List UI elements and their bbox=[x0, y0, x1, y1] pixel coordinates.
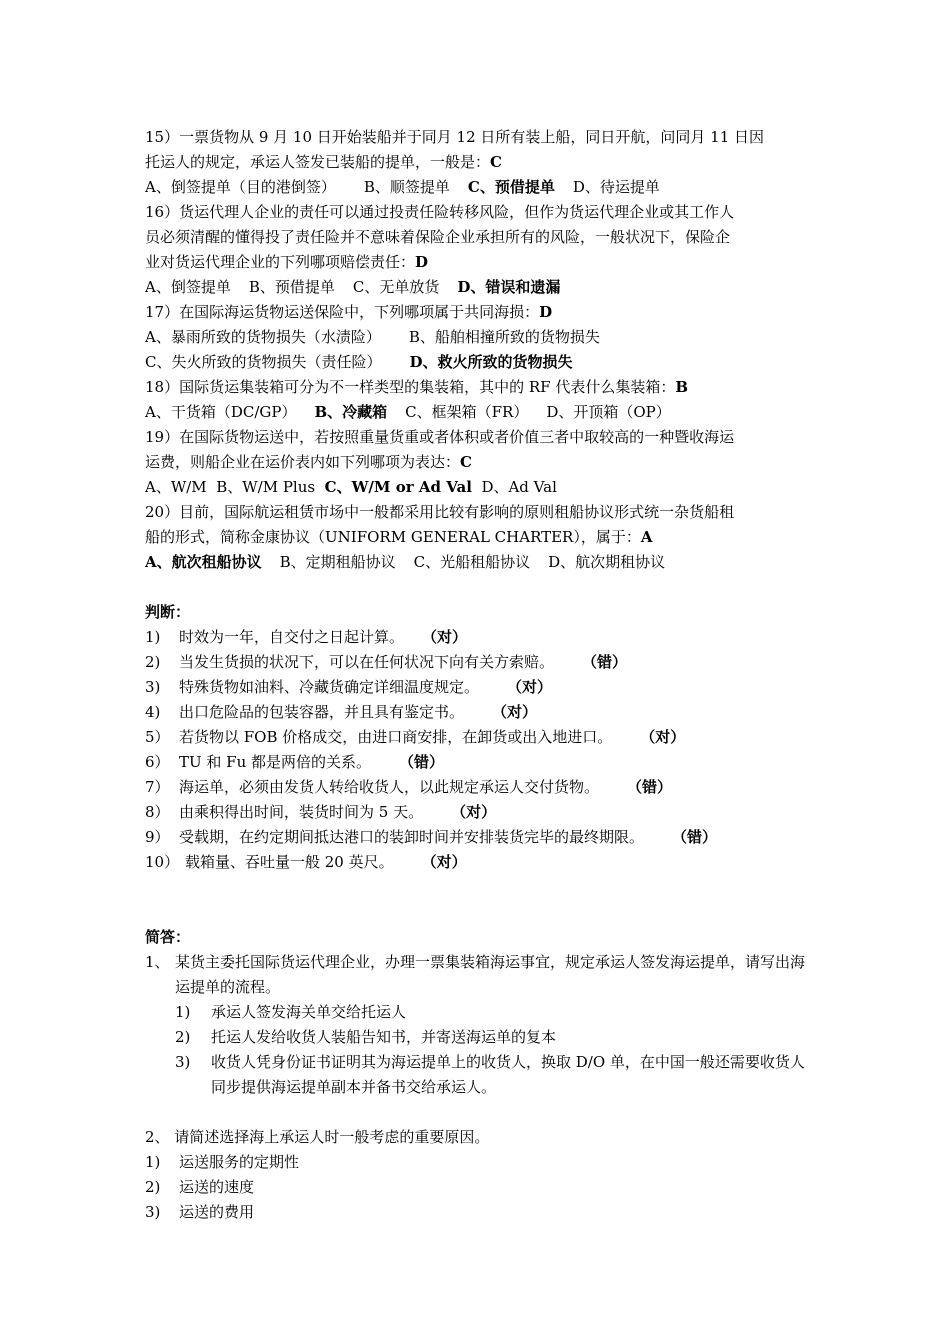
q15-option-c: C、预借提单 bbox=[467, 178, 555, 196]
judge-item-mark: （对） bbox=[492, 703, 538, 721]
q18-stem-text: 18）国际货运集装箱可分为不一样类型的集装箱，其中的 RF 代表什么集装箱： bbox=[145, 378, 676, 396]
judge-item-number: 6） bbox=[145, 753, 170, 771]
q19-stem-line2 bbox=[145, 450, 815, 475]
q19-option-b: B、W/M Plus bbox=[216, 478, 316, 496]
q18-option-a: A、干货箱（DC/GP） bbox=[145, 403, 297, 421]
judge-item-mark: （错） bbox=[627, 778, 673, 796]
step-number: 3) bbox=[175, 1053, 191, 1071]
q19-stem-text: 运费，则船企业在运价表内如下列哪项为表达： bbox=[145, 453, 461, 471]
judge-item-number: 7） bbox=[145, 778, 170, 796]
judge-item-mark: （对） bbox=[451, 803, 497, 821]
judge-item-mark: （错） bbox=[582, 653, 628, 671]
judge-item-number: 1) bbox=[145, 628, 161, 646]
item-number: 2) bbox=[145, 1178, 161, 1196]
q19-option-a: A、W/M bbox=[145, 478, 207, 496]
q20-option-a: A、航次租船协议 bbox=[145, 553, 262, 571]
short-q2-item bbox=[145, 1175, 815, 1200]
item-text: 运送的费用 bbox=[179, 1203, 255, 1221]
judge-item-text: 时效为一年，自交付之日起计算。 bbox=[179, 628, 405, 646]
q18-option-d: D、开顶箱（OP） bbox=[546, 403, 671, 421]
short-q1-step bbox=[145, 1025, 815, 1050]
step-text: 承运人签发海关单交给托运人 bbox=[211, 1003, 407, 1021]
q15-stem-line1: 15）一票货物从 9 月 10 日开始装船并于同月 12 日所有装上船，同日开航，问同月 11 日因 bbox=[145, 128, 765, 146]
judge-item-text: 当发生货损的状况下，可以在任何状况下向有关方索赔。 bbox=[179, 653, 555, 671]
q16-stem-line1: 16）货运代理人企业的责任可以通过投责任险转移风险，但作为货运代理企业或其工作人 bbox=[145, 203, 735, 221]
judge-item-text: 特殊货物如油料、冷藏货确定详细温度规定。 bbox=[179, 678, 480, 696]
short-q2-text: 2、 请简述选择海上承运人时一般考虑的重要原因。 bbox=[145, 1128, 490, 1146]
judge-item-text: 载箱量、吞吐量一般 20 英尺。 bbox=[185, 853, 394, 871]
q20-stem-text: 船的形式，简称金康协议（UNIFORM GENERAL CHARTER），属于： bbox=[145, 528, 641, 546]
judge-item-number: 9） bbox=[145, 828, 170, 846]
short-heading: 简答： bbox=[145, 928, 191, 946]
q15-answer: C bbox=[490, 153, 502, 171]
judge-item bbox=[145, 775, 815, 800]
q20-answer: A bbox=[640, 528, 653, 546]
q16-option-a: A、倒签提单 bbox=[145, 278, 231, 296]
q17-option-c: C、失火所致的货物损失（责任险） bbox=[145, 353, 382, 371]
q17-option-a: A、暴雨所致的货物损失（水渍险） bbox=[145, 328, 381, 346]
q20-stem-line1: 20）目前，国际航运租赁市场中一般都采用比较有影响的原则租船协议形式统一杂货船租 bbox=[145, 503, 735, 521]
q17-option-d: D、救火所致的货物损失 bbox=[409, 353, 573, 371]
q20-options bbox=[145, 550, 815, 575]
judge-item-text: TU 和 Fu 都是两倍的关系。 bbox=[179, 753, 372, 771]
q16-option-b: B、预借提单 bbox=[248, 278, 335, 296]
judge-item-text: 出口危险品的包装容器，并且具有鉴定书。 bbox=[179, 703, 465, 721]
judge-item-mark: （对） bbox=[640, 728, 686, 746]
short-q2-item bbox=[145, 1200, 815, 1225]
judge-item bbox=[145, 850, 815, 875]
q16-stem-line2: 员必须清醒的懂得投了责任险并不意味着保险企业承担所有的风险，一般状况下，保险企 bbox=[145, 228, 731, 246]
item-text: 运送服务的定期性 bbox=[179, 1153, 300, 1171]
q18-option-c: C、框架箱（FR） bbox=[405, 403, 529, 421]
judge-item-mark: （错） bbox=[399, 753, 445, 771]
judge-item bbox=[145, 825, 815, 850]
q15-stem-text: 托运人的规定，承运人签发已装船的提单，一般是： bbox=[145, 153, 491, 171]
short-q1-step bbox=[145, 1000, 815, 1025]
judge-item-mark: （对） bbox=[507, 678, 553, 696]
q19-option-c: C、W/M or Ad Val bbox=[324, 478, 472, 496]
q15-option-b: B、顺签提单 bbox=[363, 178, 450, 196]
q18-stem-line1 bbox=[145, 375, 815, 400]
q20-stem-line2 bbox=[145, 525, 815, 550]
judge-item-text: 由乘积得出时间，装货时间为 5 天。 bbox=[179, 803, 424, 821]
judge-item-number: 4) bbox=[145, 703, 161, 721]
q16-stem-line3 bbox=[145, 250, 815, 275]
step-text: 托运人发给收货人装船告知书，并寄送海运单的复本 bbox=[211, 1028, 557, 1046]
q15-option-a: A、倒签提单（目的港倒签） bbox=[145, 178, 336, 196]
q18-answer: B bbox=[675, 378, 689, 396]
q16-stem-text: 业对货运代理企业的下列哪项赔偿责任： bbox=[145, 253, 416, 271]
step-number: 2) bbox=[175, 1028, 191, 1046]
q20-option-c: C、光船租船协议 bbox=[413, 553, 531, 571]
document-page bbox=[145, 125, 815, 1225]
q17-options-cd bbox=[145, 350, 815, 375]
judge-item bbox=[145, 750, 815, 775]
judge-item bbox=[145, 650, 815, 675]
q16-option-d: D、错误和遗漏 bbox=[457, 278, 561, 296]
short-q2-item bbox=[145, 1150, 815, 1175]
judge-item-mark: （对） bbox=[421, 853, 467, 871]
item-number: 1) bbox=[145, 1153, 161, 1171]
q15-stem-line2 bbox=[145, 150, 815, 175]
q17-stem-line1 bbox=[145, 300, 815, 325]
judge-item-number: 2) bbox=[145, 653, 161, 671]
judge-item bbox=[145, 725, 815, 750]
judge-item-text: 若货物以 FOB 价格成交，由进口商安排，在卸货或出入地进口。 bbox=[179, 728, 613, 746]
judge-item bbox=[145, 700, 815, 725]
q17-option-b: B、船舶相撞所致的货物损失 bbox=[408, 328, 600, 346]
judge-item-text: 海运单，必须由发货人转给收货人，以此规定承运人交付货物。 bbox=[179, 778, 600, 796]
q18-options bbox=[145, 400, 815, 425]
q15-option-d: D、待运提单 bbox=[572, 178, 660, 196]
q20-option-d: D、航次期租协议 bbox=[548, 553, 666, 571]
q19-stem-line1: 19）在国际货物运送中，若按照重量货重或者体积或者价值三者中取较高的一种暨收海运 bbox=[145, 428, 735, 446]
item-number: 3) bbox=[145, 1203, 161, 1221]
item-text: 运送的速度 bbox=[179, 1178, 255, 1196]
q18-option-b: B、冷藏箱 bbox=[314, 403, 388, 421]
q19-options bbox=[145, 475, 815, 500]
short-q1-step bbox=[145, 1050, 815, 1100]
judge-item-number: 10） bbox=[145, 853, 180, 871]
judge-heading: 判断： bbox=[145, 603, 191, 621]
short-q1-text: 某货主委托国际货运代理企业，办理一票集装箱海运事宜，规定承运人签发海运提单，请写出海运提单的流程。 bbox=[175, 953, 806, 996]
judge-item bbox=[145, 625, 815, 650]
judge-item-number: 3) bbox=[145, 678, 161, 696]
q19-option-d: D、Ad Val bbox=[481, 478, 557, 496]
short-q1-number: 1、 bbox=[145, 953, 170, 971]
q20-option-b: B、定期租船协议 bbox=[279, 553, 396, 571]
q17-answer: D bbox=[539, 303, 553, 321]
q19-answer: C bbox=[460, 453, 472, 471]
judge-item-mark: （错） bbox=[672, 828, 718, 846]
q15-options bbox=[145, 175, 815, 200]
judge-item-number: 5） bbox=[145, 728, 170, 746]
judge-item bbox=[145, 675, 815, 700]
q16-options bbox=[145, 275, 815, 300]
judge-item-text: 受载期，在约定期间抵达港口的装卸时间并安排装货完毕的最终期限。 bbox=[179, 828, 645, 846]
q17-options-ab bbox=[145, 325, 815, 350]
short-q1 bbox=[145, 950, 815, 1000]
step-number: 1) bbox=[175, 1003, 191, 1021]
judge-item-mark: （对） bbox=[422, 628, 468, 646]
step-text: 收货人凭身份证书证明其为海运提单上的收货人，换取 D/O 单，在中国一般还需要收货人同步提供海运提单副本并备书交给承运人。 bbox=[211, 1053, 805, 1096]
q16-answer: D bbox=[415, 253, 429, 271]
judge-item-number: 8） bbox=[145, 803, 170, 821]
judge-item bbox=[145, 800, 815, 825]
q17-stem-text: 17）在国际海运货物运送保险中，下列哪项属于共同海损： bbox=[145, 303, 540, 321]
q16-option-c: C、无单放货 bbox=[352, 278, 440, 296]
